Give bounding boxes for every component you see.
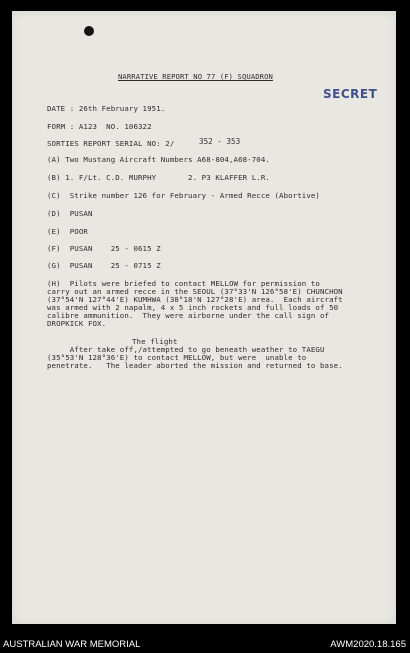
item-c: (C) Strike number 126 for February - Armed Recce (Abortive) xyxy=(47,191,320,200)
item-h-line: carry out an armed recce in the SEOUL (37°33'N 126°58'E) CHUNCHON xyxy=(47,287,343,296)
report-title: NARRATIVE REPORT NO 77 (F) SQUADRON xyxy=(118,72,273,81)
sorties-label: SORTIES REPORT SERIAL NO: 2/ xyxy=(47,139,175,148)
flight-line: After take off,/attempted to go beneath weather to TAEGU xyxy=(47,345,325,354)
item-h-line: (H) Pilots were briefed to contact MELLOW for permission to xyxy=(47,279,320,288)
item-f: (F) PUSAN 25 - 0615 Z xyxy=(47,244,161,253)
footer-accession-number: AWM2020.18.165 xyxy=(330,639,406,650)
item-g: (G) PUSAN 25 - 0715 Z xyxy=(47,261,161,270)
flight-line: (35°53'N 128°36'E) to contact MELLOW, but were unable to xyxy=(47,353,307,362)
item-a: (A) Two Mustang Aircraft Numbers A68-804,A68-704. xyxy=(47,155,270,164)
date-line: DATE : 26th February 1951. xyxy=(47,104,166,113)
secret-stamp: SECRET xyxy=(323,87,378,101)
item-e: (E) POOR xyxy=(47,227,88,236)
form-line: FORM : A123 NO. 106322 xyxy=(47,122,152,131)
item-d: (D) PUSAN xyxy=(47,209,93,218)
item-b: (B) 1. F/Lt. C.D. MURPHY 2. P3 KLAFFER L.R. xyxy=(47,173,270,182)
footer-institution: AUSTRALIAN WAR MEMORIAL xyxy=(3,639,141,650)
item-h-line: (37°54'N 127°44'E) KUMHWA (38°18'N 127°28'E) area. Each aircraft xyxy=(47,295,343,304)
flight-line: penetrate. The leader aborted the mission and returned to base. xyxy=(47,361,343,370)
flight-heading: The flight xyxy=(132,337,178,346)
punch-hole xyxy=(84,26,94,36)
item-h-line: was armed with 2 napalm, 4 x 5 inch rockets and full loads of 50 xyxy=(47,303,339,312)
sorties-numbers: 352 - 353 xyxy=(199,137,241,146)
document-sheet xyxy=(12,11,396,624)
item-h-line: DROPKICK FOX. xyxy=(47,319,107,328)
footer-bar xyxy=(0,636,410,653)
item-h-line: calibre ammunition. They were airborne under the call sign of xyxy=(47,311,330,320)
